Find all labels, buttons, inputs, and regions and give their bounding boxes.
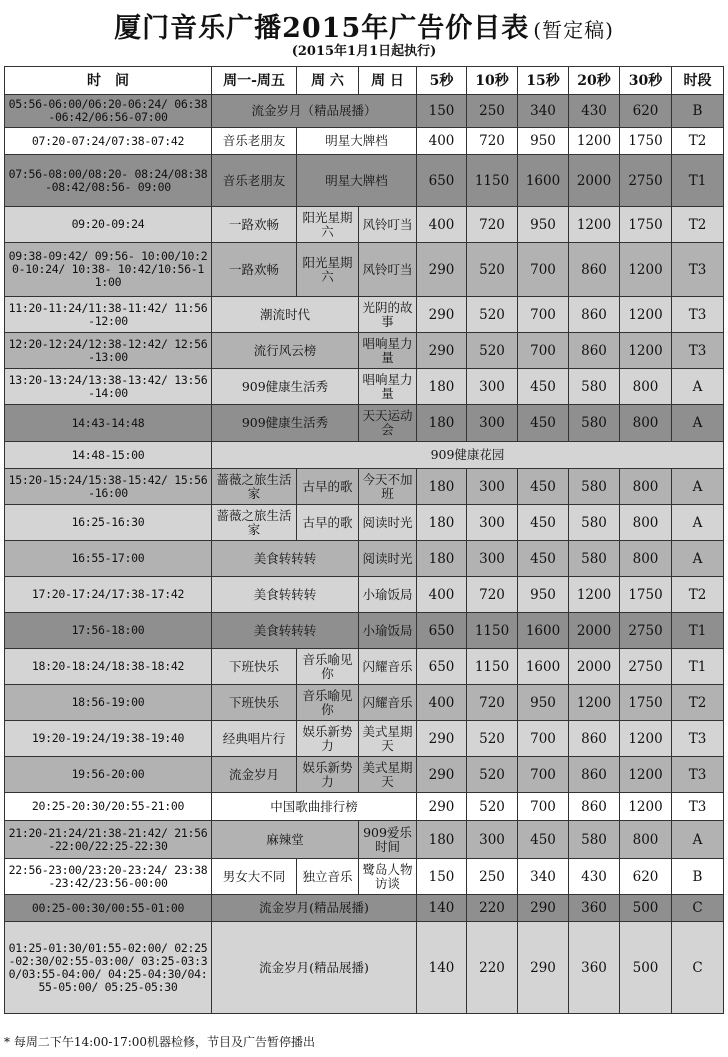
period-code-cell: T3 bbox=[672, 721, 724, 757]
price-30s-cell: 1200 bbox=[620, 297, 672, 333]
program-weekday-cell: 流金岁月 bbox=[212, 757, 297, 793]
rate-table bbox=[4, 66, 724, 1014]
table-row bbox=[5, 442, 724, 469]
header-10s: 10秒 bbox=[467, 67, 518, 95]
table-row bbox=[5, 207, 724, 243]
price-20s-cell: 580 bbox=[569, 821, 620, 859]
table-row bbox=[5, 541, 724, 577]
program-sunday-cell: 美式星期天 bbox=[359, 757, 417, 793]
price-5s-cell: 180 bbox=[417, 505, 467, 541]
header-20s: 20秒 bbox=[569, 67, 620, 95]
price-30s-cell: 800 bbox=[620, 821, 672, 859]
price-10s-cell: 520 bbox=[467, 793, 518, 821]
period-code-cell: T3 bbox=[672, 757, 724, 793]
price-20s-cell: 860 bbox=[569, 721, 620, 757]
program-saturday-cell: 阳光星期六 bbox=[297, 243, 359, 297]
price-30s-cell: 1750 bbox=[620, 128, 672, 155]
program-sunday-cell: 小瑜饭局 bbox=[359, 577, 417, 613]
price-15s-cell: 700 bbox=[518, 297, 569, 333]
time-slot-cell: 00:25-00:30/00:55-01:00 bbox=[5, 895, 212, 922]
program-weekday-cell: 音乐老朋友 bbox=[212, 155, 297, 207]
table-row bbox=[5, 613, 724, 649]
price-15s-cell: 1600 bbox=[518, 649, 569, 685]
price-15s-cell: 700 bbox=[518, 721, 569, 757]
price-20s-cell: 860 bbox=[569, 333, 620, 369]
program-weekday-cell: 一路欢畅 bbox=[212, 243, 297, 297]
price-5s-cell: 180 bbox=[417, 405, 467, 442]
price-10s-cell: 520 bbox=[467, 297, 518, 333]
price-20s-cell: 430 bbox=[569, 95, 620, 128]
price-10s-cell: 250 bbox=[467, 859, 518, 895]
program-weekday-cell: 经典唱片行 bbox=[212, 721, 297, 757]
price-15s-cell: 450 bbox=[518, 821, 569, 859]
price-10s-cell: 520 bbox=[467, 721, 518, 757]
price-10s-cell: 300 bbox=[467, 469, 518, 505]
program-cell: 流金岁月(精品展播) bbox=[212, 895, 417, 922]
price-30s-cell: 1750 bbox=[620, 577, 672, 613]
price-10s-cell: 300 bbox=[467, 405, 518, 442]
price-15s-cell: 1600 bbox=[518, 613, 569, 649]
price-5s-cell: 650 bbox=[417, 649, 467, 685]
table-row bbox=[5, 505, 724, 541]
table-row bbox=[5, 685, 724, 721]
time-slot-cell: 18:20-18:24/18:38-18:42 bbox=[5, 649, 212, 685]
price-15s-cell: 450 bbox=[518, 469, 569, 505]
price-30s-cell: 1200 bbox=[620, 721, 672, 757]
program-sunday-cell: 唱响星力量 bbox=[359, 333, 417, 369]
price-30s-cell: 2750 bbox=[620, 649, 672, 685]
program-weekday-saturday-cell: 美食转转转 bbox=[212, 613, 359, 649]
price-20s-cell: 360 bbox=[569, 895, 620, 922]
period-code-cell: B bbox=[672, 859, 724, 895]
table-row bbox=[5, 757, 724, 793]
price-15s-cell: 450 bbox=[518, 505, 569, 541]
price-5s-cell: 290 bbox=[417, 297, 467, 333]
price-5s-cell: 400 bbox=[417, 577, 467, 613]
price-10s-cell: 250 bbox=[467, 95, 518, 128]
table-row bbox=[5, 243, 724, 297]
time-slot-cell: 17:56-18:00 bbox=[5, 613, 212, 649]
price-20s-cell: 2000 bbox=[569, 649, 620, 685]
time-slot-cell: 17:20-17:24/17:38-17:42 bbox=[5, 577, 212, 613]
price-20s-cell: 1200 bbox=[569, 207, 620, 243]
header-sunday: 周 日 bbox=[359, 67, 417, 95]
time-slot-cell: 16:55-17:00 bbox=[5, 541, 212, 577]
price-30s-cell: 1200 bbox=[620, 793, 672, 821]
program-sunday-cell: 阅读时光 bbox=[359, 541, 417, 577]
price-10s-cell: 520 bbox=[467, 333, 518, 369]
period-code-cell: A bbox=[672, 469, 724, 505]
time-slot-cell: 14:43-14:48 bbox=[5, 405, 212, 442]
time-slot-cell: 01:25-01:30/01:55-02:00/ 02:25-02:30/02:55-03:00/ 03:25-03:30/03:55-04:00/ 04:25-04:30/04:55-05:00/ 05:25-05:30 bbox=[5, 922, 212, 1014]
price-15s-cell: 290 bbox=[518, 922, 569, 1014]
program-saturday-cell: 音乐喻见你 bbox=[297, 649, 359, 685]
header-saturday: 周 六 bbox=[297, 67, 359, 95]
title-suffix: (暂定稿) bbox=[533, 18, 614, 42]
price-20s-cell: 860 bbox=[569, 243, 620, 297]
price-30s-cell: 1750 bbox=[620, 685, 672, 721]
price-5s-cell: 290 bbox=[417, 333, 467, 369]
time-slot-cell: 16:25-16:30 bbox=[5, 505, 212, 541]
price-5s-cell: 290 bbox=[417, 793, 467, 821]
price-20s-cell: 860 bbox=[569, 757, 620, 793]
time-slot-cell: 11:20-11:24/11:38-11:42/ 11:56-12:00 bbox=[5, 297, 212, 333]
program-sunday-cell: 光阴的故事 bbox=[359, 297, 417, 333]
program-cell: 流金岁月(精品展播) bbox=[212, 922, 417, 1014]
time-slot-cell: 18:56-19:00 bbox=[5, 685, 212, 721]
price-10s-cell: 720 bbox=[467, 128, 518, 155]
price-10s-cell: 300 bbox=[467, 821, 518, 859]
header-time: 时 间 bbox=[5, 67, 212, 95]
program-sunday-cell: 鹭岛人物访谈 bbox=[359, 859, 417, 895]
time-slot-cell: 19:20-19:24/19:38-19:40 bbox=[5, 721, 212, 757]
program-sunday-cell: 闪耀音乐 bbox=[359, 649, 417, 685]
price-5s-cell: 290 bbox=[417, 757, 467, 793]
price-30s-cell: 620 bbox=[620, 95, 672, 128]
period-code-cell: T3 bbox=[672, 793, 724, 821]
header-30s: 30秒 bbox=[620, 67, 672, 95]
time-slot-cell: 09:20-09:24 bbox=[5, 207, 212, 243]
program-weekday-cell: 音乐老朋友 bbox=[212, 128, 297, 155]
price-5s-cell: 180 bbox=[417, 821, 467, 859]
program-sunday-cell: 今天不加班 bbox=[359, 469, 417, 505]
period-code-cell: A bbox=[672, 369, 724, 405]
header-5s: 5秒 bbox=[417, 67, 467, 95]
price-10s-cell: 300 bbox=[467, 505, 518, 541]
price-15s-cell: 340 bbox=[518, 859, 569, 895]
price-15s-cell: 340 bbox=[518, 95, 569, 128]
time-slot-cell: 22:56-23:00/23:20-23:24/ 23:38-23:42/23:56-00:00 bbox=[5, 859, 212, 895]
table-row bbox=[5, 405, 724, 442]
program-sunday-cell: 阅读时光 bbox=[359, 505, 417, 541]
price-10s-cell: 1150 bbox=[467, 155, 518, 207]
period-code-cell: T3 bbox=[672, 243, 724, 297]
price-10s-cell: 220 bbox=[467, 895, 518, 922]
price-10s-cell: 520 bbox=[467, 757, 518, 793]
table-row bbox=[5, 155, 724, 207]
period-code-cell: B bbox=[672, 95, 724, 128]
price-20s-cell: 2000 bbox=[569, 155, 620, 207]
header-15s: 15秒 bbox=[518, 67, 569, 95]
price-30s-cell: 800 bbox=[620, 405, 672, 442]
rate-table-body bbox=[5, 95, 724, 1014]
price-5s-cell: 140 bbox=[417, 922, 467, 1014]
time-slot-cell: 19:56-20:00 bbox=[5, 757, 212, 793]
price-30s-cell: 1200 bbox=[620, 757, 672, 793]
table-row bbox=[5, 95, 724, 128]
program-weekday-cell: 蔷薇之旅生活家 bbox=[212, 505, 297, 541]
program-weekday-cell: 男女大不同 bbox=[212, 859, 297, 895]
program-saturday-cell: 古早的歌 bbox=[297, 469, 359, 505]
program-sunday-cell: 风铃叮当 bbox=[359, 243, 417, 297]
price-20s-cell: 1200 bbox=[569, 685, 620, 721]
program-weekday-saturday-cell: 麻辣堂 bbox=[212, 821, 359, 859]
program-cell: 流金岁月（精品展播） bbox=[212, 95, 417, 128]
table-row bbox=[5, 793, 724, 821]
program-weekday-saturday-cell: 909健康生活秀 bbox=[212, 405, 359, 442]
program-weekday-cell: 下班快乐 bbox=[212, 685, 297, 721]
period-code-cell: T1 bbox=[672, 155, 724, 207]
table-row bbox=[5, 649, 724, 685]
header-row bbox=[5, 67, 724, 95]
price-15s-cell: 450 bbox=[518, 541, 569, 577]
price-5s-cell: 180 bbox=[417, 469, 467, 505]
period-code-cell: A bbox=[672, 821, 724, 859]
time-slot-cell: 12:20-12:24/12:38-12:42/ 12:56-13:00 bbox=[5, 333, 212, 369]
table-row bbox=[5, 821, 724, 859]
price-20s-cell: 860 bbox=[569, 793, 620, 821]
price-30s-cell: 800 bbox=[620, 369, 672, 405]
price-5s-cell: 140 bbox=[417, 895, 467, 922]
price-10s-cell: 1150 bbox=[467, 649, 518, 685]
price-15s-cell: 950 bbox=[518, 128, 569, 155]
price-10s-cell: 300 bbox=[467, 541, 518, 577]
period-code-cell: T2 bbox=[672, 577, 724, 613]
price-10s-cell: 720 bbox=[467, 685, 518, 721]
period-code-cell: C bbox=[672, 922, 724, 1014]
footnote: * 每周二下午14:00-17:00机器检修，节目及广告暂停播出 bbox=[4, 1035, 316, 1049]
period-code-cell: A bbox=[672, 405, 724, 442]
price-5s-cell: 290 bbox=[417, 721, 467, 757]
program-sunday-cell: 美式星期天 bbox=[359, 721, 417, 757]
price-30s-cell: 2750 bbox=[620, 155, 672, 207]
price-10s-cell: 720 bbox=[467, 577, 518, 613]
price-20s-cell: 2000 bbox=[569, 613, 620, 649]
program-sunday-cell: 唱响星力量 bbox=[359, 369, 417, 405]
program-saturday-cell: 独立音乐 bbox=[297, 859, 359, 895]
program-sunday-cell: 风铃叮当 bbox=[359, 207, 417, 243]
period-code-cell: T2 bbox=[672, 207, 724, 243]
price-15s-cell: 700 bbox=[518, 333, 569, 369]
period-code-cell: T1 bbox=[672, 613, 724, 649]
price-5s-cell: 400 bbox=[417, 207, 467, 243]
table-row bbox=[5, 895, 724, 922]
price-15s-cell: 700 bbox=[518, 757, 569, 793]
price-15s-cell: 700 bbox=[518, 243, 569, 297]
price-15s-cell: 450 bbox=[518, 369, 569, 405]
time-slot-cell: 13:20-13:24/13:38-13:42/ 13:56-14:00 bbox=[5, 369, 212, 405]
price-20s-cell: 1200 bbox=[569, 128, 620, 155]
program-weekday-saturday-cell: 美食转转转 bbox=[212, 577, 359, 613]
table-row bbox=[5, 128, 724, 155]
price-5s-cell: 180 bbox=[417, 369, 467, 405]
table-row bbox=[5, 577, 724, 613]
price-5s-cell: 150 bbox=[417, 859, 467, 895]
price-30s-cell: 800 bbox=[620, 469, 672, 505]
program-cell: 中国歌曲排行榜 bbox=[212, 793, 417, 821]
price-30s-cell: 1200 bbox=[620, 333, 672, 369]
price-15s-cell: 950 bbox=[518, 577, 569, 613]
price-15s-cell: 950 bbox=[518, 685, 569, 721]
price-30s-cell: 1750 bbox=[620, 207, 672, 243]
period-code-cell: A bbox=[672, 505, 724, 541]
program-weekday-cell: 一路欢畅 bbox=[212, 207, 297, 243]
title-main: 厦门音乐广播2015年广告价目表 bbox=[114, 13, 530, 44]
price-5s-cell: 400 bbox=[417, 128, 467, 155]
table-row bbox=[5, 859, 724, 895]
program-saturday-cell: 古早的歌 bbox=[297, 505, 359, 541]
price-10s-cell: 1150 bbox=[467, 613, 518, 649]
time-slot-cell: 21:20-21:24/21:38-21:42/ 21:56-22:00/22:25-22:30 bbox=[5, 821, 212, 859]
period-code-cell: T2 bbox=[672, 685, 724, 721]
program-weekday-cell: 下班快乐 bbox=[212, 649, 297, 685]
program-weekday-saturday-cell: 美食转转转 bbox=[212, 541, 359, 577]
price-20s-cell: 430 bbox=[569, 859, 620, 895]
price-20s-cell: 580 bbox=[569, 405, 620, 442]
price-20s-cell: 360 bbox=[569, 922, 620, 1014]
price-30s-cell: 500 bbox=[620, 895, 672, 922]
time-slot-cell: 20:25-20:30/20:55-21:00 bbox=[5, 793, 212, 821]
program-weekday-saturday-cell: 潮流时代 bbox=[212, 297, 359, 333]
price-5s-cell: 150 bbox=[417, 95, 467, 128]
program-saturday-cell: 音乐喻见你 bbox=[297, 685, 359, 721]
price-10s-cell: 220 bbox=[467, 922, 518, 1014]
price-20s-cell: 860 bbox=[569, 297, 620, 333]
price-30s-cell: 620 bbox=[620, 859, 672, 895]
time-slot-cell: 15:20-15:24/15:38-15:42/ 15:56-16:00 bbox=[5, 469, 212, 505]
price-15s-cell: 950 bbox=[518, 207, 569, 243]
price-20s-cell: 580 bbox=[569, 469, 620, 505]
period-code-cell: T2 bbox=[672, 128, 724, 155]
program-weekend-cell: 明星大牌档 bbox=[297, 128, 417, 155]
price-30s-cell: 2750 bbox=[620, 613, 672, 649]
program-sunday-cell: 闪耀音乐 bbox=[359, 685, 417, 721]
page-subtitle: (2015年1月1日起执行) bbox=[291, 44, 437, 59]
price-15s-cell: 1600 bbox=[518, 155, 569, 207]
program-saturday-cell: 娱乐新势力 bbox=[297, 757, 359, 793]
table-row bbox=[5, 369, 724, 405]
period-code-cell: T3 bbox=[672, 297, 724, 333]
period-code-cell: C bbox=[672, 895, 724, 922]
program-cell: 909健康花园 bbox=[212, 442, 724, 469]
header-period: 时段 bbox=[672, 67, 724, 95]
header-weekday: 周一-周五 bbox=[212, 67, 297, 95]
time-slot-cell: 14:48-15:00 bbox=[5, 442, 212, 469]
price-10s-cell: 300 bbox=[467, 369, 518, 405]
price-20s-cell: 580 bbox=[569, 541, 620, 577]
table-row bbox=[5, 297, 724, 333]
table-row bbox=[5, 469, 724, 505]
price-15s-cell: 450 bbox=[518, 405, 569, 442]
price-15s-cell: 700 bbox=[518, 793, 569, 821]
time-slot-cell: 07:20-07:24/07:38-07:42 bbox=[5, 128, 212, 155]
program-weekday-saturday-cell: 909健康生活秀 bbox=[212, 369, 359, 405]
price-10s-cell: 720 bbox=[467, 207, 518, 243]
price-5s-cell: 650 bbox=[417, 613, 467, 649]
price-5s-cell: 650 bbox=[417, 155, 467, 207]
table-row bbox=[5, 922, 724, 1014]
table-row bbox=[5, 333, 724, 369]
price-15s-cell: 290 bbox=[518, 895, 569, 922]
program-weekend-cell: 明星大牌档 bbox=[297, 155, 417, 207]
period-code-cell: A bbox=[672, 541, 724, 577]
time-slot-cell: 05:56-06:00/06:20-06:24/ 06:38-06:42/06:56-07:00 bbox=[5, 95, 212, 128]
price-20s-cell: 1200 bbox=[569, 577, 620, 613]
price-5s-cell: 290 bbox=[417, 243, 467, 297]
period-code-cell: T1 bbox=[672, 649, 724, 685]
price-5s-cell: 400 bbox=[417, 685, 467, 721]
price-30s-cell: 800 bbox=[620, 541, 672, 577]
program-sunday-cell: 909爱乐时间 bbox=[359, 821, 417, 859]
time-slot-cell: 07:56-08:00/08:20- 08:24/08:38-08:42/08:56- 09:00 bbox=[5, 155, 212, 207]
price-10s-cell: 520 bbox=[467, 243, 518, 297]
program-saturday-cell: 阳光星期六 bbox=[297, 207, 359, 243]
program-weekday-saturday-cell: 流行风云榜 bbox=[212, 333, 359, 369]
program-sunday-cell: 天天运动会 bbox=[359, 405, 417, 442]
price-30s-cell: 800 bbox=[620, 505, 672, 541]
price-5s-cell: 180 bbox=[417, 541, 467, 577]
period-code-cell: T3 bbox=[672, 333, 724, 369]
time-slot-cell: 09:38-09:42/ 09:56- 10:00/10:20-10:24/ 10:38- 10:42/10:56-11:00 bbox=[5, 243, 212, 297]
program-weekday-cell: 蔷薇之旅生活家 bbox=[212, 469, 297, 505]
program-sunday-cell: 小瑜饭局 bbox=[359, 613, 417, 649]
price-30s-cell: 1200 bbox=[620, 243, 672, 297]
price-20s-cell: 580 bbox=[569, 505, 620, 541]
table-row bbox=[5, 721, 724, 757]
price-30s-cell: 500 bbox=[620, 922, 672, 1014]
program-saturday-cell: 娱乐新势力 bbox=[297, 721, 359, 757]
price-20s-cell: 580 bbox=[569, 369, 620, 405]
